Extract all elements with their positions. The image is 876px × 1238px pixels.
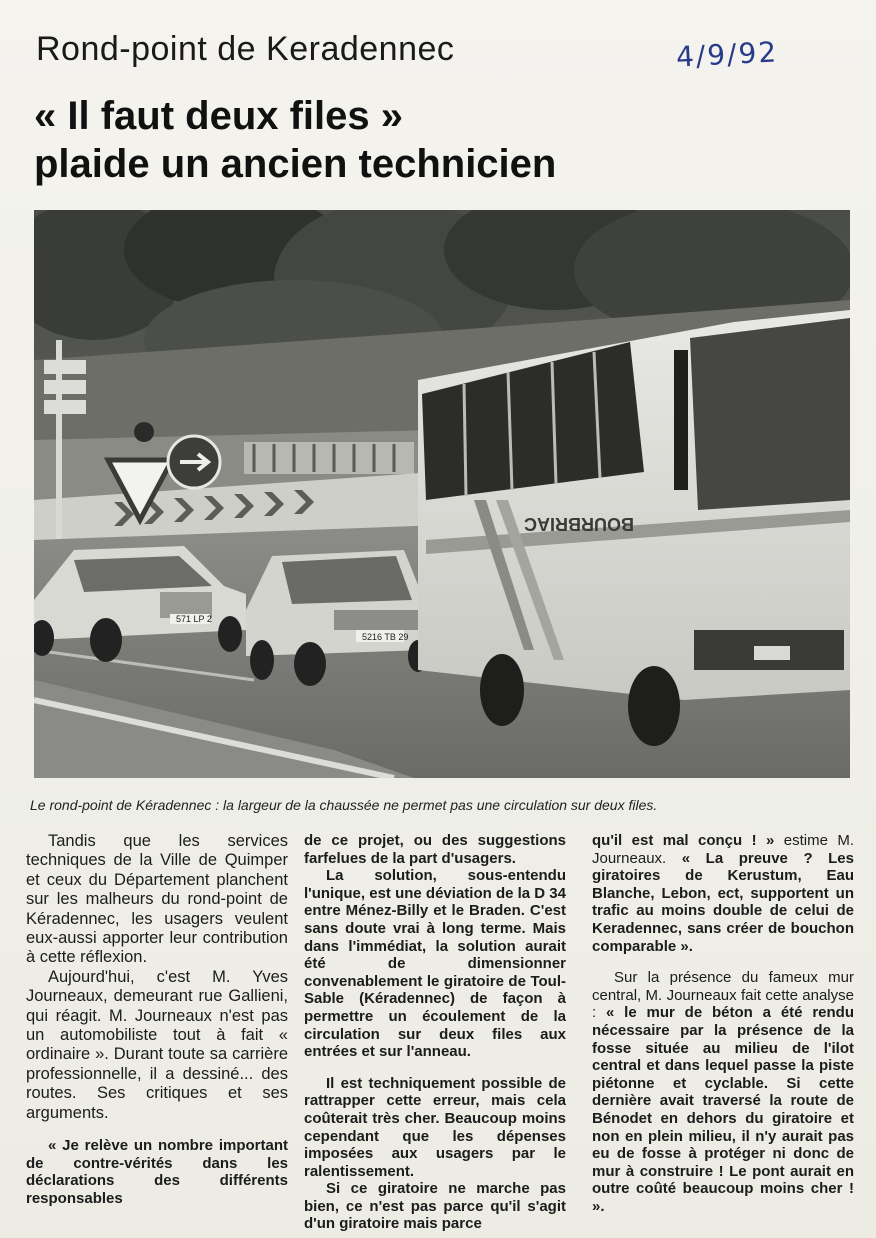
text-fragment: Sur la présence du fameux mur central, M. Journeaux fait cette analyse :	[592, 969, 854, 1022]
paragraph: Si ce giratoire ne marche pas bien, ce n'est pas parce qu'il s'agit d'un giratoire mais parce	[304, 1180, 566, 1233]
article-body	[26, 832, 856, 1232]
bus-destination-text: BOURBRIAC	[524, 514, 634, 534]
column-3	[592, 832, 854, 1215]
roundabout-photo-illustration	[34, 210, 850, 778]
headline-line-2: plaide un ancien technicien	[34, 142, 557, 186]
article-kicker: Rond-point de Keradennec	[36, 30, 455, 68]
column-2	[304, 832, 566, 1233]
paragraph: Tandis que les services techniques de la Ville de Quimper et ceux du Département planchent sur les malheurs du rond-point de Kéradennec, les usagers veulent eux-aussi apporter leur contribution à cette réflexion.	[26, 832, 288, 967]
paragraph	[592, 832, 854, 955]
quote-fragment: qu'il est mal conçu ! »	[592, 832, 775, 849]
handwritten-date: 4/9/92	[675, 35, 779, 74]
paragraph	[592, 969, 854, 1215]
headline-line-1: « Il faut deux files »	[34, 94, 404, 138]
photo-caption: Le rond-point de Kéradennec : la largeur de la chaussée ne permet pas une circulation sur deux files.	[30, 797, 658, 813]
text-fragment: estime M. Journeaux.	[592, 832, 854, 867]
paragraph: Aujourd'hui, c'est M. Yves Journeaux, demeurant rue Gallieni, qui réagit. M. Journeaux n'est pas un automobiliste tout à fait « ordinaire ». Durant toute sa carrière professionnelle, il a dessiné... des routes. Ses critiques et ses arguments.	[26, 967, 288, 1122]
paragraph: La solution, sous-entendu l'unique, est une déviation de la D 34 entre Ménez-Billy et le Braden. C'est sans doute vrai à long terme. Mais dans l'immédiat, la solution aurait été de dimensionner convenablement le giratoire de Toul-Sable (Kéradennec) de façon à permettre un écoulement de la circulation sur deux files aux entrées et sur l'anneau.	[304, 867, 566, 1061]
article-photo	[34, 210, 850, 778]
article-headline	[34, 92, 854, 188]
column-1	[26, 832, 288, 1207]
quote-fragment: « La preuve ? Les giratoires de Kerustum, Eau Blanche, Lebon, ect, supportent un trafic au moins double de celui de Keradennec, sans créer de bouchon comparable ».	[592, 849, 854, 955]
paragraph: Il est techniquement possible de rattrapper cette erreur, mais cela coûterait très cher. Beaucoup moins cependant que les dépenses imposées aux usagers par le ralentissement.	[304, 1074, 566, 1180]
car2-plate: 5216 TB 29	[362, 632, 409, 642]
car1-plate: 571 LP 2	[176, 614, 212, 624]
bus	[418, 310, 850, 746]
paragraph-quote: « Je relève un nombre important de contre-vérités dans les déclarations des différents responsables	[26, 1137, 288, 1207]
paragraph: de ce projet, ou des suggestions farfelues de la part d'usagers.	[304, 832, 566, 867]
quote-fragment: « le mur de béton a été rendu nécessaire par la présence de la fosse située au milieu de l'ilot central et dans lequel passe la piste piétonne et cyclable. Si cette dernière avait traversé la route de Bénodet en dehors du giratoire et non en plein milieu, il n'y aurait pas eu de fosse à protéger ni donc de mur à construire ! Le pont aurait en outre coûté beaucoup moins cher ! ».	[592, 1004, 854, 1215]
